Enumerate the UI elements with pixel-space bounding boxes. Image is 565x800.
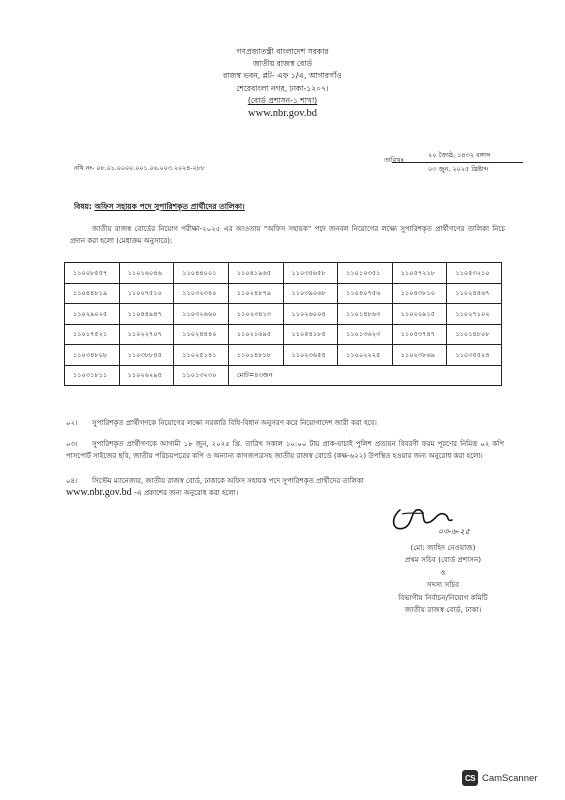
paragraph-text: সিস্টেম ম্যানেজার, জাতীয় রাজস্ব বোর্ড, ঢাকাকে অফিস সহায়ক পদে সুপারিশকৃত প্রার্থীদের তালিকা — [92, 477, 364, 485]
signatory-office: জাতীয় রাজস্ব বোর্ড, ঢাকা। — [404, 605, 482, 615]
table-cell: ১১০২৪৮৭৯ — [228, 283, 283, 304]
signatory-and: ও — [440, 567, 446, 577]
signatory-committee: বিভাগীয় নির্বাচন/নিয়োগ কমিটি — [398, 592, 488, 602]
table-cell: ১১০১৪৮১৮ — [228, 345, 283, 366]
table-cell: ১১০২৬২৯৫ — [119, 365, 174, 386]
table-cell: ১১০৪১৯৬৫ — [228, 263, 283, 284]
handwritten-signature — [380, 500, 470, 538]
paragraph-text: সুপারিশকৃত প্রার্থীগণকে আগামী ১৮ জুন, ২০২৫ খ্রি. তারিখ সকাল ১০:০০ টায় প্রাক-যাচাই পুলিশ প্রত্যয়ন বিবরণী ফরম পূরণের নিমিত্ত ০২ কপি পাসপোর্ট সাইজের ছবি, জাতীয় পরিচয়পত্রের কপি ও অন্যান্য কাগজপত্রসহ জাতীয় রাজস্ব বোর্ডে (কক্ষ-৬২২) উপস্থিত হওয়ার জন্য অনুরোধ করা হলো। — [66, 440, 504, 460]
memo-number: নথি নং- ০৮.০১.০০০০.০০১.০৬.০০৩.২০২৪-২৮৮ — [74, 165, 205, 172]
table-cell: ১১০১৩২৩০ — [174, 365, 229, 386]
table-cell: মোট=৪৩জন — [228, 365, 501, 386]
table-cell: ১১০১৭৫২১ — [65, 324, 120, 345]
paragraph-03 — [66, 438, 504, 462]
letterhead — [0, 46, 565, 120]
city-line: শেরেবাংলা নগর, ঢাকা-১২০৭। — [236, 83, 329, 93]
table-cell: ১১০৩১৮১১ — [65, 365, 120, 386]
table-cell: ১১০১৪৮০৮ — [447, 324, 502, 345]
table-cell: ১১০০২২২৫ — [338, 345, 393, 366]
table-cell: ১১০৫৭২১৮ — [392, 263, 447, 284]
table-row — [65, 324, 502, 345]
signatory-title: প্রথম সচিব (বোর্ড প্রশাসন) — [404, 555, 482, 565]
table-cell: ১১০৩৮৮৪৫ — [119, 345, 174, 366]
table-cell: ১১০৪৩৮১০ — [392, 283, 447, 304]
date-label: তারিখঃ — [384, 156, 404, 164]
table-cell: ১১০১৪৮৬৩ — [338, 304, 393, 325]
table-cell: ১১০২৫১৪১ — [174, 345, 229, 366]
address-line: রাজস্ব ভবন, প্লট- এফ ১/এ, আগারগাঁও — [223, 71, 342, 81]
date-block — [384, 150, 523, 175]
table-cell: ১১০২৪৪৪০ — [174, 324, 229, 345]
table-row — [65, 304, 502, 325]
table-cell: ১১০২৯০২৫ — [65, 304, 120, 325]
table-cell: ১১০০৭৫১০ — [119, 283, 174, 304]
table-cell: ১১০২২৭০৭ — [119, 324, 174, 345]
table-cell: ১১০৩২৬৬০ — [174, 304, 229, 325]
signatory-member: সদস্য সচিব — [426, 580, 460, 590]
table-cell: ১১০৩২৩৪০ — [174, 283, 229, 304]
signatory-name: (মো: জাহিদ নেওয়াজ) — [410, 543, 476, 552]
paragraph-number: ০৩। — [66, 440, 78, 448]
signatory-block — [368, 542, 518, 616]
office-name: জাতীয় রাজস্ব বোর্ড — [252, 59, 313, 69]
table-row — [65, 263, 502, 284]
table-cell: ১১০৩৫৫২৪ — [447, 345, 502, 366]
table-cell: ১১০০৮৫৫৭ — [65, 263, 120, 284]
signature-date: ০৩-৬-২৫ — [438, 527, 470, 536]
table-cell: ১১০২৬০০৪ — [283, 304, 338, 325]
paragraph-02 — [66, 417, 504, 429]
table-cell: ১১০৩৫৬৫৮ — [283, 263, 338, 284]
table-cell: ১১০৫৪১৮৫ — [283, 324, 338, 345]
paragraph-04 — [66, 475, 504, 499]
table-cell: ১১০২৭১০২ — [447, 304, 502, 325]
date-bangla: ২০ জ্যৈষ্ঠ, ১৪৩২ বঙ্গাব্দ — [392, 150, 523, 163]
table-cell: ১১০৩৯০৬৮ — [283, 283, 338, 304]
paragraph-text-end: -এ প্রকাশের জন্য অনুরোধ করা হলো। — [131, 489, 239, 497]
nbr-website-link[interactable]: www.nbr.gov.bd — [66, 487, 132, 498]
table-cell: ১১০৪৪০০১ — [174, 263, 229, 284]
table-cell: ১১০১৩৬২৩ — [338, 324, 393, 345]
camscanner-label: CamScanner — [482, 772, 538, 784]
table-cell: ১১০২১৬৯৫ — [228, 324, 283, 345]
table-cell: ১১০২৪৪৬৭ — [447, 283, 502, 304]
subject-line — [74, 202, 245, 214]
table-cell: ১১০২৩৮৬৯ — [392, 345, 447, 366]
table-cell: ১১০৪০৭৫৬ — [338, 283, 393, 304]
camscanner-icon: CS — [462, 770, 478, 786]
table-cell: ১১০১০৩৫১ — [338, 263, 393, 284]
table-cell: ১১০৪৪৮১৯ — [65, 283, 120, 304]
table-cell: ১১০৫৩২১০ — [447, 263, 502, 284]
govt-name: গণপ্রজাতন্ত্রী বাংলাদেশ সরকার — [236, 47, 329, 56]
table-cell: ১১০৫৩৭৪৭ — [392, 324, 447, 345]
table-row — [65, 365, 502, 386]
subject-text: অফিস সহায়ক পদে সুপারিশকৃত প্রার্থীদের তালিকা। — [94, 202, 245, 211]
date-english: ০৩ জুন, ২০২৫ খ্রিষ্টাব্দ — [428, 165, 489, 173]
paragraph-number: ০২। — [66, 419, 78, 427]
subject-label: বিষয়: — [74, 202, 92, 211]
paragraph-text: সুপারিশকৃত প্রার্থীগণকে নিয়োগের লক্ষ্যে সরকারি বিধি-বিধান অনুসরণ করে নিয়োগাদেশ জারী করা হবে। — [92, 419, 377, 427]
table-cell: ১১০২৩৪১৩ — [228, 304, 283, 325]
table-cell: ১১০১৬০৪৬ — [119, 263, 174, 284]
table-cell: ১১০২৩৬৫৫ — [283, 345, 338, 366]
table-cell: ১১০৩৪৮০৮ — [65, 345, 120, 366]
branch-name: (বোর্ড প্রশাসন-১ শাখা) — [247, 95, 318, 105]
table-row — [65, 283, 502, 304]
table-cell: ১১০২০৯১৫ — [392, 304, 447, 325]
camscanner-watermark — [462, 770, 537, 786]
table-cell: ১১০৪৪৯৪৭ — [119, 304, 174, 325]
website-link[interactable]: www.nbr.gov.bd — [248, 108, 317, 120]
intro-paragraph: জাতীয় রাজস্ব বোর্ডের নিয়োগ পরীক্ষা-২০২৫ এর আওতায় “অফিস সহায়ক” পদে জনবল নিয়োগের লক্ষ্যে সুপারিশকৃত প্রার্থীগণের তালিকা নিচে প্রদান করা হলো (মেধাক্রম অনুসারে): — [70, 225, 505, 245]
table-row — [65, 345, 502, 366]
candidate-table — [64, 262, 502, 386]
paragraph-number: ০৪। — [66, 477, 78, 485]
